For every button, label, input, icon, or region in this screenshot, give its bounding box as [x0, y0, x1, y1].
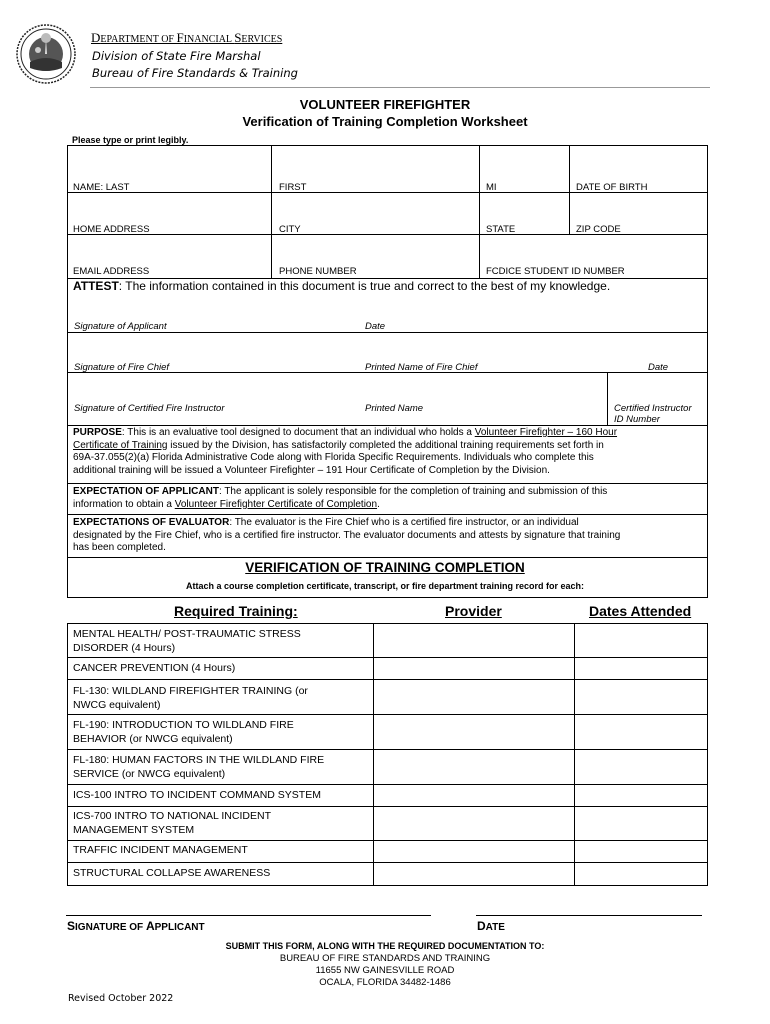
label-last-name: NAME: LAST: [73, 182, 130, 193]
row-divider: [67, 332, 708, 333]
bureau-name: Bureau of Fire Standards & Training: [92, 66, 298, 80]
col-divider: [373, 623, 374, 886]
department-name: DEPARTMENT OF FINANCIAL SERVICES: [91, 30, 283, 45]
label-printed-name: Printed Name: [365, 403, 424, 414]
training-row-traffic: TRAFFIC INCIDENT MANAGEMENT: [73, 844, 248, 856]
dob-input[interactable]: [570, 146, 707, 180]
label-instructor-id: Certified Instructor ID Number: [614, 403, 692, 425]
label-printed-name-chief: Printed Name of Fire Chief: [365, 362, 478, 373]
label-state: STATE: [486, 224, 516, 235]
label-phone: PHONE NUMBER: [279, 266, 357, 277]
mi-input[interactable]: [480, 146, 569, 180]
label-dob: DATE OF BIRTH: [576, 182, 648, 193]
last-name-input[interactable]: [68, 146, 271, 180]
revision-date: Revised October 2022: [68, 993, 174, 1004]
training-row-ics100: ICS-100 INTRO TO INCIDENT COMMAND SYSTEM: [73, 789, 321, 801]
training-row-fl130: FL-130: WILDLAND FIREFIGHTER TRAINING (or NWCG equivalent): [73, 685, 308, 711]
label-date: Date: [648, 362, 669, 373]
label-email: EMAIL ADDRESS: [73, 266, 150, 277]
date-line[interactable]: [476, 915, 702, 916]
date-label: DATE: [477, 919, 505, 933]
row-divider: [67, 840, 708, 841]
form-subtitle: Verification of Training Completion Worksheet: [242, 114, 528, 129]
signature-of-applicant-label: SIGNATURE OF APPLICANT: [67, 919, 205, 933]
label-first: FIRST: [279, 182, 307, 193]
label-fcdice: FCDICE STUDENT ID NUMBER: [486, 266, 625, 277]
row-divider: [67, 862, 708, 863]
address-line-1: BUREAU OF FIRE STANDARDS AND TRAINING: [279, 953, 491, 964]
form-title: VOLUNTEER FIREFIGHTER: [299, 97, 471, 112]
training-row-ics700: ICS-700 INTRO TO NATIONAL INCIDENT MANAGEMENT SYSTEM: [73, 810, 271, 836]
col-header-dates: Dates Attended: [589, 603, 692, 619]
label-signature-instructor: Signature of Certified Fire Instructor: [74, 403, 225, 414]
row-divider: [67, 657, 708, 658]
submit-instruction: SUBMIT THIS FORM, ALONG WITH THE REQUIRED DOCUMENTATION TO:: [225, 941, 545, 951]
training-row-fl190: FL-190: INTRODUCTION TO WILDLAND FIRE BEHAVIOR (or NWCG equivalent): [73, 719, 294, 745]
first-name-input[interactable]: [272, 146, 479, 180]
state-seal-logo: [16, 24, 76, 84]
expectation-evaluator-text: EXPECTATIONS OF EVALUATOR: The evaluator is the Fire Chief who is a certified fire instructor, or an individual designated by the Fire Chief, who is a certified fire instructor. The evaluator documents and attests by signature that training has been completed.: [73, 517, 621, 553]
label-home-address: HOME ADDRESS: [73, 224, 150, 235]
label-date: Date: [365, 321, 386, 332]
row-divider: [67, 679, 708, 680]
row-divider: [67, 749, 708, 750]
attest-statement: ATTEST: The information contained in this document is true and correct to the best of my knowledge.: [73, 279, 611, 293]
address-line-2: 11655 NW GAINESVILLE ROAD: [315, 965, 455, 976]
col-header-provider: Provider: [445, 603, 502, 619]
label-signature-applicant: Signature of Applicant: [74, 321, 167, 332]
address-line-3: OCALA, FLORIDA 34482-1486: [319, 977, 451, 988]
instructor-id-field[interactable]: [608, 374, 707, 402]
instructor-signature-field[interactable]: [68, 374, 606, 402]
training-row-cancer: CANCER PREVENTION (4 Hours): [73, 662, 236, 674]
label-zip: ZIP CODE: [576, 224, 621, 235]
label-signature-fire-chief: Signature of Fire Chief: [74, 362, 170, 373]
applicant-signature-line[interactable]: [66, 915, 431, 916]
division-name: Division of State Fire Marshal: [92, 49, 261, 63]
applicant-signature-field[interactable]: [68, 298, 707, 320]
training-row-fl180: FL-180: HUMAN FACTORS IN THE WILDLAND FIRE SERVICE (or NWCG equivalent): [73, 754, 325, 780]
label-city: CITY: [279, 224, 301, 235]
row-divider: [67, 714, 708, 715]
col-header-training: Required Training:: [174, 603, 298, 619]
fire-chief-signature-field[interactable]: [68, 334, 707, 361]
purpose-text: PURPOSE: This is an evaluative tool designed to document that an individual who holds a Volunteer Firefighter – 160 Hour Certificate of Training issued by the Division, has satisfactorily completed the additional training requirements set forth in 69A-37.055(2)(a) Florida Administrative Code along with Florida Specific Requirements. Individuals who complete this additional training will be issued a Volunteer Firefighter – 191 Hour Certificate of Completion by the Division.: [73, 427, 618, 476]
expectation-applicant-text: EXPECTATION OF APPLICANT: The applicant is solely responsible for the completion of training and submission of this information to obtain a Volunteer Firefighter Certificate of Completion.: [73, 486, 608, 510]
verification-instruction: Attach a course completion certificate, transcript, or fire department training record for each:: [185, 581, 585, 591]
row-divider: [67, 784, 708, 785]
verification-title: VERIFICATION OF TRAINING COMPLETION: [245, 560, 525, 575]
training-row-mental-health: MENTAL HEALTH/ POST-TRAUMATIC STRESS DISORDER (4 Hours): [73, 628, 301, 654]
col-divider: [574, 623, 575, 886]
label-mi: MI: [486, 182, 497, 193]
training-row-structural: STRUCTURAL COLLAPSE AWARENESS: [73, 867, 271, 879]
header-divider: [90, 87, 710, 88]
row-divider: [67, 806, 708, 807]
instruction-text: Please type or print legibly.: [72, 135, 189, 145]
